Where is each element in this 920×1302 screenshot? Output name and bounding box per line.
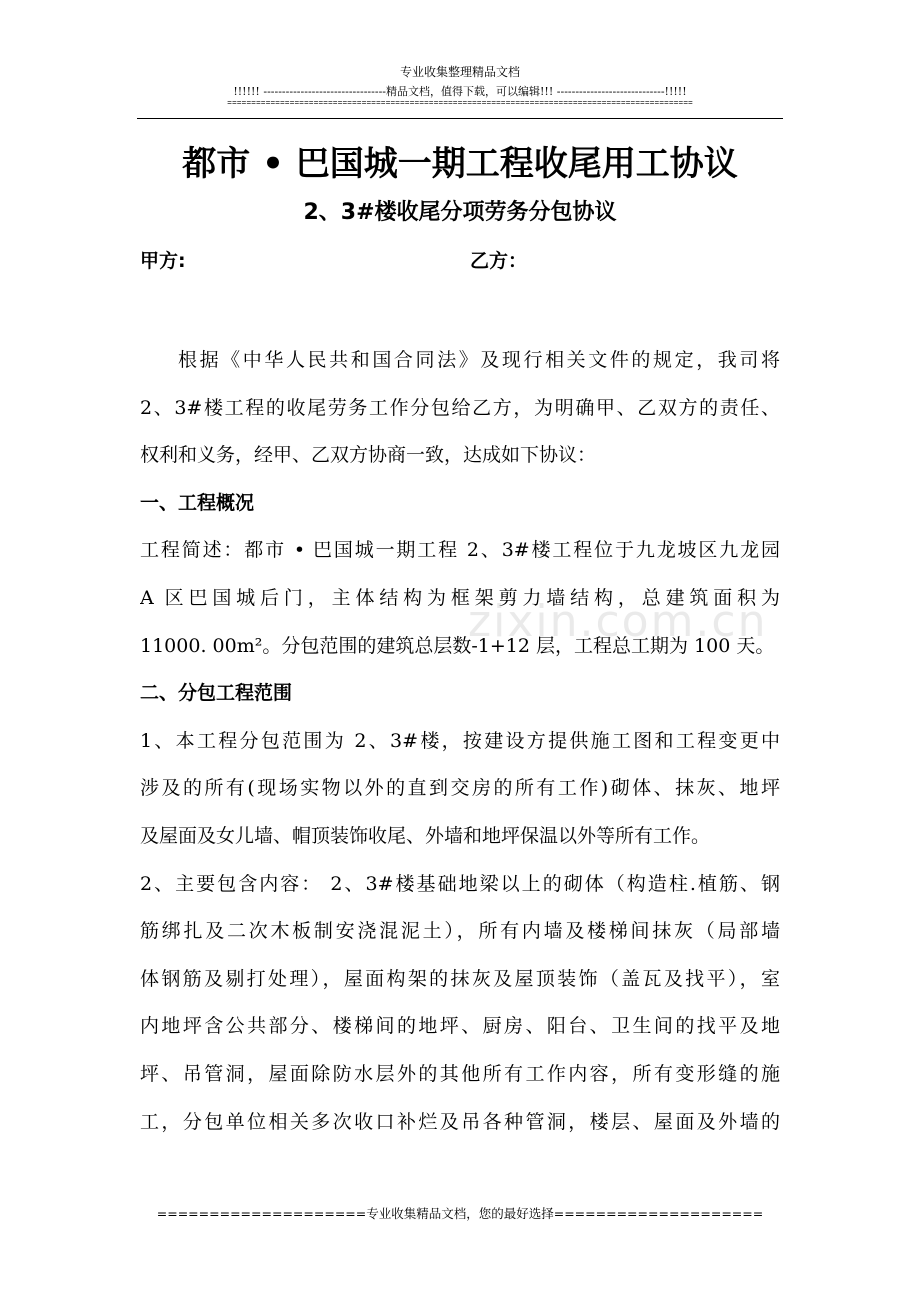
section-heading-overview: 一、工程概况 [140,491,255,514]
header-line-1: 专业收集整理精品文档 [399,65,520,79]
paragraph-line: 工程简述：都市 • 巴国城一期工程 2、3#楼工程位于九龙坡区九龙园 [140,539,780,562]
paragraph-line: A 区巴国城后门，主体结构为框架剪力墙结构，总建筑面积为 [140,586,780,609]
watermark: zixin.com.cn [468,596,768,647]
header-line-2: !!!!!! ---------------------------------精品文档，值得下载，可以编辑!!! -----------------------------!!!!! [233,85,687,98]
document-body [140,337,780,1146]
paragraph-line: 坪、吊管洞，屋面除防水层外的其他所有工作内容，所有变形缝的施 [140,1062,780,1085]
party-a-label: 甲方: [140,250,186,272]
paragraph-line: 及屋面及女儿墙、帽顶装饰收尾、外墙和地坪保温以外等所有工作。 [140,824,711,847]
paragraph-line: 2、3#楼工程的收尾劳务工作分包给乙方，为明确甲、乙双方的责任、 [140,396,780,419]
paragraph-line: 2、主要包含内容： 2、3#楼基础地梁以上的砌体（构造柱.植筋、钢 [140,872,780,895]
paragraph-line: 11000. 00m²。分包范围的建筑总层数-1+12 层，工程总工期为 100 天。 [140,634,775,657]
paragraph-line: 工，分包单位相关多次收口补烂及吊各种管洞，楼层、屋面及外墙的 [140,1110,780,1133]
paragraph-line: 权利和义务，经甲、乙双方协商一致，达成如下协议： [140,444,597,467]
paragraph-line: 筋绑扎及二次木板制安浇混泥土），所有内墙及楼梯间抹灰（局部墙 [140,920,780,943]
section-heading-scope: 二、分包工程范围 [140,682,293,705]
document-subtitle: 2、3#楼收尾分项劳务分包协议 [303,200,617,225]
footer-line: ====================专业收集精品文档，您的最好选择==================== [156,1206,764,1221]
paragraph-line: 根据《中华人民共和国合同法》及现行相关文件的规定，我司将 [178,349,780,371]
paragraph-line: 内地坪含公共部分、楼梯间的地坪、厨房、阳台、卫生间的找平及地 [140,1015,780,1038]
paragraph-line: 体钢筋及剔打处理），屋面构架的抹灰及屋顶装饰（盖瓦及找平），室 [140,967,780,990]
party-b-label: 乙方： [470,250,528,272]
header-line-3: ================================================================================================= [227,99,693,108]
header-rule [137,118,783,119]
paragraph-line: 1、本工程分包范围为 2、3#楼，按建设方提供施工图和工程变更中 [140,729,780,752]
paragraph-line: 涉及的所有(现场实物以外的直到交房的所有工作)砌体、抹灰、地坪 [140,777,780,800]
document-title: 都市 • 巴国城一期工程收尾用工协议 [182,144,738,184]
